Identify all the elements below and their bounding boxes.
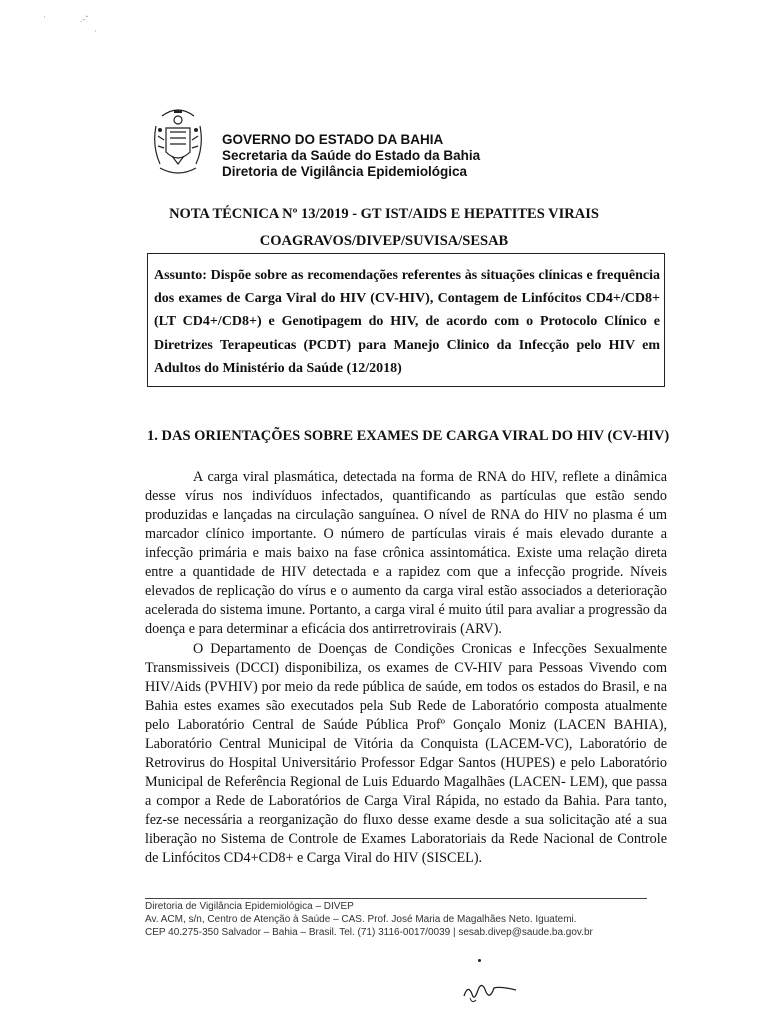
page-mark <box>478 959 481 962</box>
subject-text: Assunto: Dispõe sobre as recomendações referentes às situações clínicas e frequência dos exames de Carga Viral do HIV (CV-HIV), Contagem de Linfócitos CD4+/CD8+ (LT CD4+/CD8+) e Genotipagem do HIV, de acordo com o Protocolo Clínico e Diretrizes Terapeuticas (PCDT) para Manejo Clinico da Infecção pelo HIV em Adultos do Ministério da Saúde (12/2018) <box>154 268 660 376</box>
footer-address: Av. ACM, s/n, Centro de Atenção à Saúde – CAS. Prof. José Maria de Magalhães Neto. Iguatemi. <box>145 914 577 925</box>
section-heading: 1. DAS ORIENTAÇÕES SOBRE EXAMES DE CARGA VIRAL DO HIV (CV-HIV) <box>147 428 670 444</box>
footer-divider <box>145 898 647 899</box>
government-name: GOVERNO DO ESTADO DA BAHIA <box>222 132 444 147</box>
body-paragraph: A carga viral plasmática, detectada na forma de RNA do HIV, reflete a dinâmica desse vírus nos indivíduos infectados, quantificando as partículas que estão sendo produzidas e lançadas na circulação sanguínea. O nível de RNA do HIV no plasma é um marcador clínico importante. O número de partículas virais é mais elevado durante a infecção primária e mais baixo na fase crônica assintomática. Existe uma relação direta entre a quantidade de HIV detectada e a rapidez com que a infecção progride. Níveis elevados de replicação do vírus e o aumento da carga viral estão associados a deterioração acelerada do sistema imune. Portanto, a carga viral é muito útil para avaliar a progressão da doença e para determinar a eficácia dos antirretrovirais (ARV). <box>145 469 667 637</box>
scan-speck: · <box>94 26 97 36</box>
document-subtitle: COAGRAVOS/DIVEP/SUVISA/SESAB <box>259 233 509 249</box>
body-paragraph: O Departamento de Doenças de Condições Cronicas e Infecções Sexualmente Transmissiveis (DCCI) disponibiliza, os exames de CV-HIV para Pessoas Vivendo com HIV/Aids (PVHIV) por meio da rede pública de saúde, em todos os estados do Brasil, e na Bahia estes exames são executados pela Sub Rede de Laboratório composta atualmente pelo Laboratório Central de Saúde Pública Profº Gonçalo Moniz (LACEN BAHIA), Laboratório Central Municipal de Vitória da Conquista (LACEM-VC), Laboratório de Retrovirus do Hospital Universitário Professor Edgar Santos (HUPES) e pelo Laboratório Municipal de Referência Regional de Luis Eduardo Magalhães (LACEN- LEM), que passa a compor a Rede de Laboratórios de Carga Viral Rápida, no estado da Bahia. Para tanto, fez-se necessária a reorganização do fluxo desse exame desde a sua solicitação até a sua liberação no Sistema de Controle de Exames Laboratoriais da Rede Nacional de Controle de Linfócitos CD4+CD8+ e Carga Viral do HIV (SISCEL). <box>145 641 667 866</box>
letterhead <box>150 106 610 186</box>
footer-contact: CEP 40.275-350 Salvador – Bahia – Brasil. Tel. (71) 3116-0017/0039 | sesab.divep@saude.ba.gov.br <box>145 927 593 938</box>
handwritten-initials <box>460 976 520 1006</box>
document-title: NOTA TÉCNICA Nº 13/2019 - GT IST/AIDS E HEPATITES VIRAIS <box>169 206 599 222</box>
footer-directorate: Diretoria de Vigilância Epidemiológica – DIVEP <box>145 901 354 912</box>
subject-box <box>147 253 665 387</box>
directorate-name: Diretoria de Vigilância Epidemiológica <box>222 164 468 179</box>
scan-speck: · <box>43 12 46 22</box>
scan-speck: .-ˇ <box>80 14 89 24</box>
bahia-coat-of-arms-seal <box>150 106 206 180</box>
secretariat-name: Secretaria da Saúde do Estado da Bahia <box>222 148 481 163</box>
